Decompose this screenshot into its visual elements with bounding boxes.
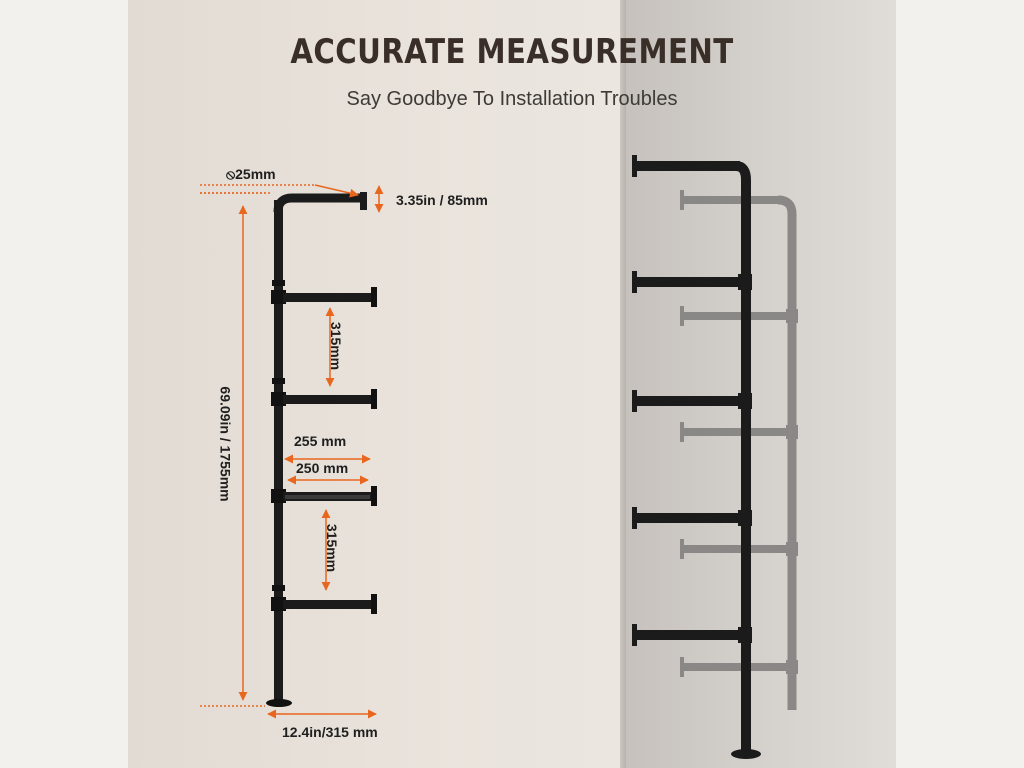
base-flange [266,699,292,707]
headline-title: ACCURATE MEASUREMENT [290,32,734,72]
shelf-gap-upper-label: 315mm [328,321,345,371]
dimensioned-pipe-unit [266,192,377,707]
flange-offset-label: 3.35in / 85mm [396,192,488,208]
base-depth-label: 12.4in/315 mm [282,724,378,740]
inner-depth-label: 250 mm [296,460,349,476]
top-elbow-pipe [278,198,362,212]
total-height-label: 69.09in / 1755mm [217,386,234,502]
pipe-diameter-label: ⦸25mm [226,166,276,182]
shelf-arm [271,287,377,307]
headline-subtitle: Say Goodbye To Installation Troubles [346,88,678,110]
shelf-board-edge [285,495,370,499]
vertical-pipe [274,200,283,702]
shelf-arm [271,594,377,614]
diameter-icon: ⦸ [226,166,236,182]
outer-depth-label: 255 mm [294,433,347,449]
top-flange [360,192,367,210]
shelf-arm [271,389,377,409]
shelf-gap-lower-label: 315mm [324,523,341,573]
